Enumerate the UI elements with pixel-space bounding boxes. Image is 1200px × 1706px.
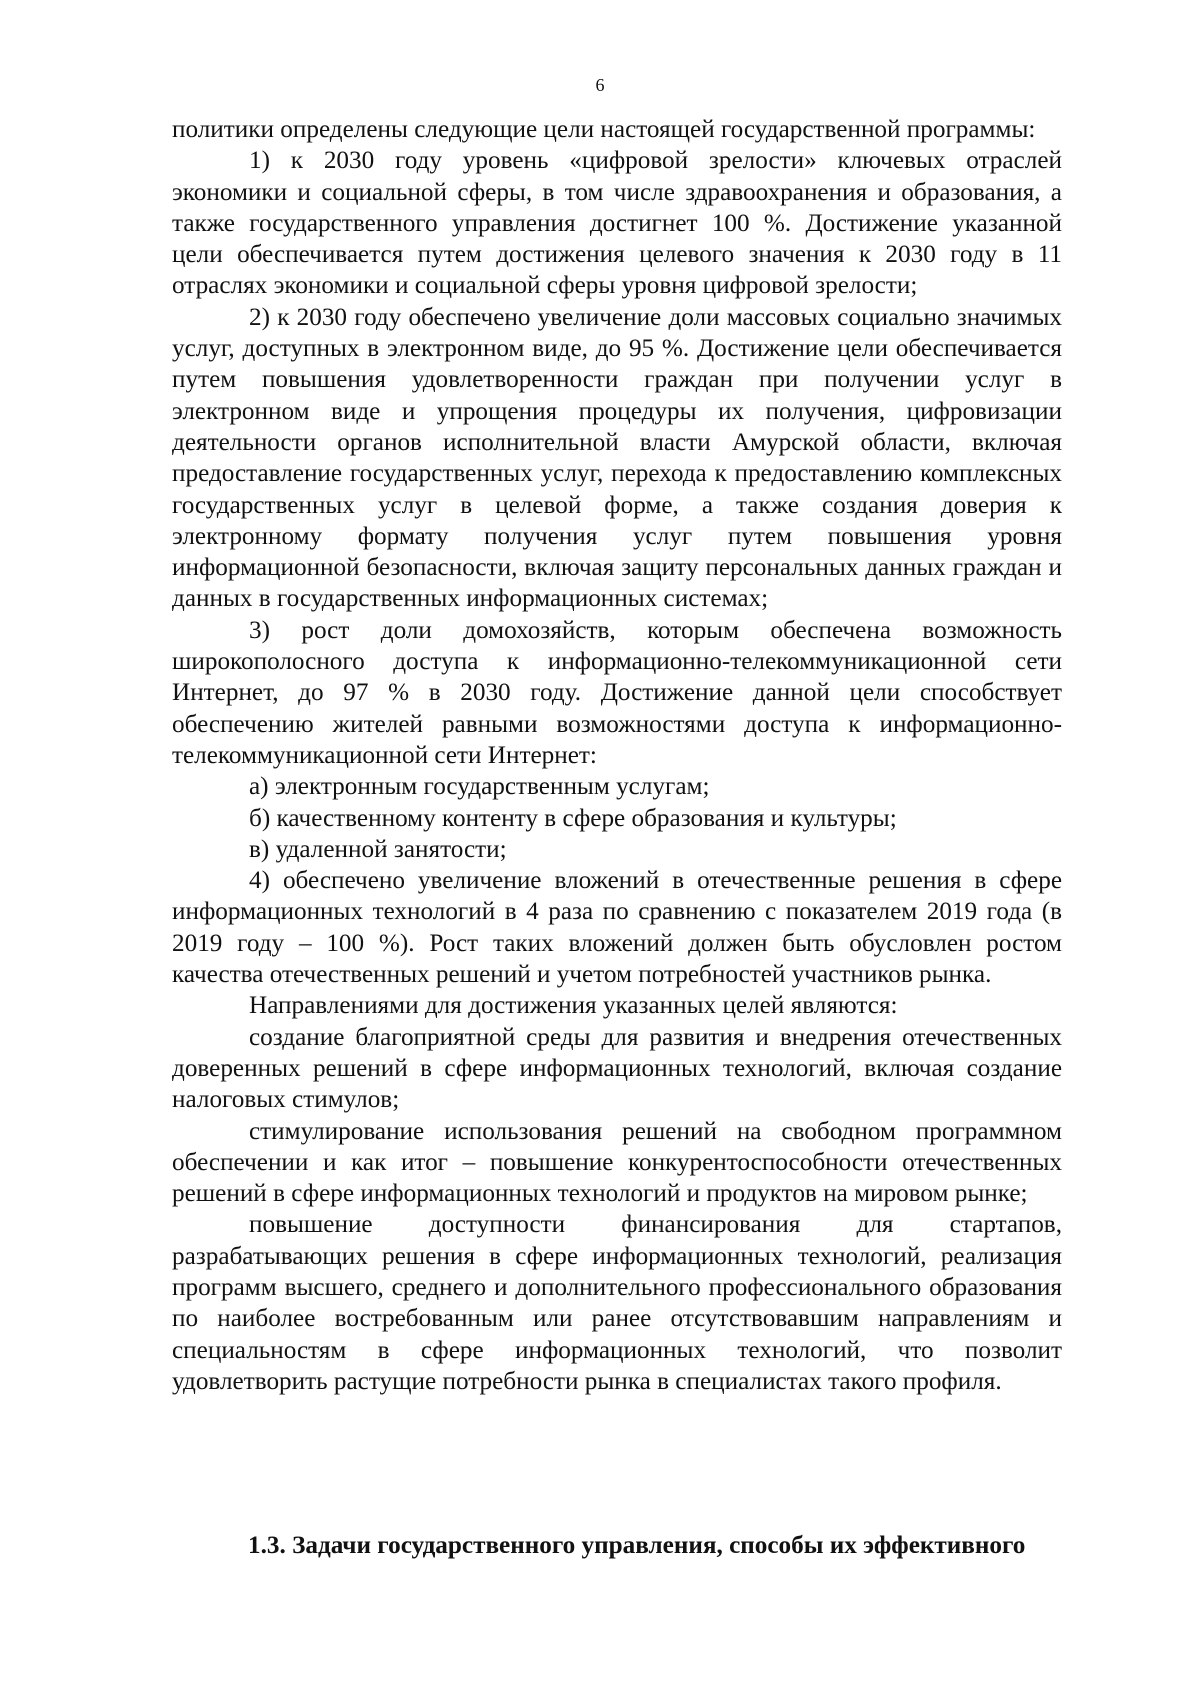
paragraph-direction-3: повышение доступности финансирования для стартапов, разрабатывающих решения в сфере информационных технологий, реализация программ высшего, среднего и дополнительного профессионального образования по наиболее востребованным или ранее отсутствовавшим направлениям и специальностям в сфере информационных технологий, что позволит удовлетворить растущие потребности рынка в специалистах такого профиля. — [172, 1211, 1062, 1395]
list-item-c: в) удаленной занятости; — [249, 835, 507, 863]
section-heading: 1.3. Задачи государственного управления, способы их эффективного — [248, 1532, 1026, 1559]
paragraph-directions-intro: Направлениями для достижения указанных целей являются: — [249, 992, 898, 1020]
list-item-b: б) качественному контенту в сфере образования и культуры; — [249, 804, 897, 832]
paragraph-direction-2: стимулирование использования решений на свободном программном обеспечении и как итог – повышение конкурентоспособности отечественных решений в сфере информационных технологий и продуктов на мировом рынке; — [172, 1117, 1062, 1208]
document-body — [172, 114, 1062, 1397]
page-number: 6 — [595, 75, 605, 95]
list-item-a: а) электронным государственным услугам; — [249, 773, 710, 801]
paragraph-goal-3: 3) рост доли домохозяйств, которым обеспечена возможность широкополосного доступа к информационно-телекоммуникационной сети Интернет, до 97 % в 2030 году. Достижение данной цели способствует обеспечению жителей равными возможностями доступа к информационно-телекоммуникационной сети Интернет: — [172, 616, 1062, 769]
paragraph-goal-2: 2) к 2030 году обеспечено увеличение доли массовых социально значимых услуг, доступных в электронном виде, до 95 %. Достижение цели обеспечивается путем повышения удовлетворенности граждан при получении услуг в электронном виде и упрощения процедуры их получения, цифровизации деятельности органов исполнительной власти Амурской области, включая предоставление государственных услуг, перехода к предоставлению комплексных государственных услуг в целевой форме, а также создания доверия к электронному формату получения услуг путем повышения уровня информационной безопасности, включая защиту персональных данных граждан и данных в государственных информационных системах; — [172, 303, 1062, 613]
paragraph-direction-1: создание благоприятной среды для развития и внедрения отечественных доверенных решений в сфере информационных технологий, включая создание налоговых стимулов; — [172, 1023, 1062, 1114]
paragraph-goal-4: 4) обеспечено увеличение вложений в отечественные решения в сфере информационных технологий в 4 раза по сравнению с показателем 2019 года (в 2019 году – 100 %). Рост таких вложений должен быть обусловлен ростом качества отечественных решений и учетом потребностей участников рынка. — [172, 867, 1062, 989]
paragraph-goal-1: 1) к 2030 году уровень «цифровой зрелости» ключевых отраслей экономики и социальной сферы, в том числе здравоохранения и образования, а также государственного управления достигнет 100 %. Достижение указанной цели обеспечивается путем достижения целевого значения к 2030 году в 11 отраслях экономики и социальной сферы уровня цифровой зрелости; — [172, 147, 1062, 300]
paragraph-goals-intro: политики определены следующие цели настоящей государственной программы: — [172, 116, 1036, 143]
